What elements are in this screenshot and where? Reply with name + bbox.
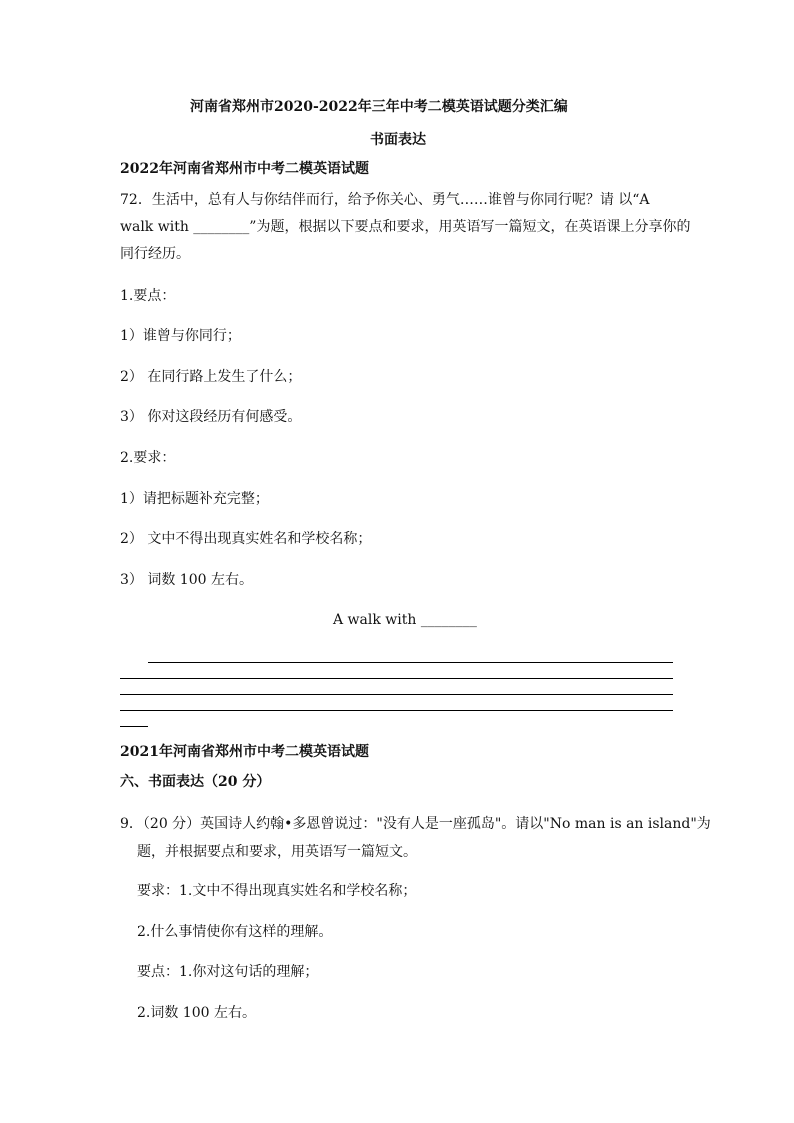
q9-text-line2: 题，并根据要点和要求，用英语写一篇短文。 [137,844,417,860]
writing-line [120,710,673,711]
writing-line [148,662,673,663]
writing-line [120,694,673,695]
point-item: 2） 在同行路上发生了什么； [120,369,302,385]
requirement-item: 2） 文中不得出现真实姓名和学校名称； [120,531,372,547]
section-heading-2021: 2021年河南省郑州市中考二模英语试题 [120,744,369,760]
section-heading-2022: 2022年河南省郑州市中考二模英语试题 [120,161,369,177]
q72-text-line3: 同行经历。 [120,246,190,262]
q72-text-line2: walk with ________”为题，根据以下要点和要求，用英语写一篇短文，在英语课上分享你的 [120,219,691,235]
points-heading: 1.要点： [120,288,176,304]
q9-point: 2.词数 100 左右。 [137,1005,256,1021]
point-item: 3） 你对这段经历有何感受。 [120,409,302,425]
writing-line [120,678,673,679]
part-heading: 六、书面表达（20 分） [120,774,271,790]
q9-requirement: 2.什么事情使你有这样的理解。 [137,924,333,940]
essay-title: A walk with ________ [333,612,477,628]
q9-requirement: 要求：1.文中不得出现真实姓名和学校名称； [137,883,417,899]
doc-title: 河南省郑州市2020-2022年三年中考二模英语试题分类汇编 [190,99,568,115]
requirement-item: 3） 词数 100 左右。 [120,572,253,588]
q9-text-line1: 9．（20 分）英国诗人约翰•多恩曾说过："没有人是一座孤岛"。请以"No man is an island"为 [120,816,711,832]
doc-subtitle: 书面表达 [370,132,426,148]
requirements-heading: 2.要求： [120,450,176,466]
point-item: 1）谁曾与你同行； [120,328,241,344]
writing-line [120,726,148,727]
requirement-item: 1）请把标题补充完整； [120,491,269,507]
q72-text-line1: 72．生活中，总有人与你结伴而行，给予你关心、勇气……谁曾与你同行呢？请 以“A [120,192,650,208]
q9-point: 要点：1.你对这句话的理解； [137,964,319,980]
